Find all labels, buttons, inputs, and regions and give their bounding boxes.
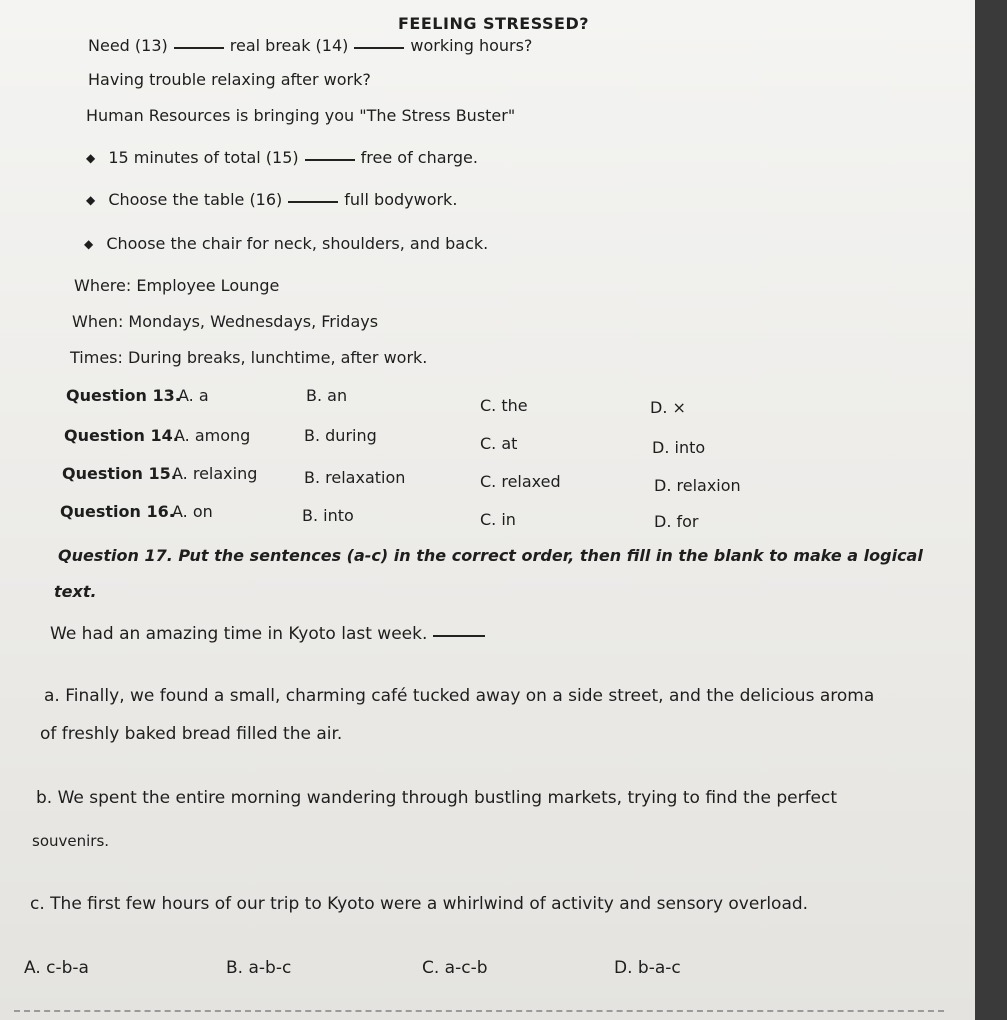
question-label: Question 16. — [60, 502, 175, 521]
break-text: real break (14) — [229, 36, 349, 55]
sentence-b: b. We spent the entire morning wandering through bustling markets, trying to find the perfect — [36, 788, 838, 808]
bullet1-tail: free of charge. — [360, 148, 478, 167]
ad-line-trouble: Having trouble relaxing after work? — [88, 70, 371, 89]
q17-prompt: Question 17. Put the sentences (a-c) in the correct order, then fill in the blank to make a logical — [58, 546, 923, 565]
ad-line-hr: Human Resources is bringing you "The Stress Buster" — [86, 106, 516, 125]
option-a[interactable]: A. relaxing — [172, 464, 258, 483]
option-d[interactable]: D. × — [650, 398, 686, 417]
ad-times: Times: During breaks, lunchtime, after work. — [70, 348, 428, 367]
ad-where: Where: Employee Lounge — [74, 276, 280, 295]
sentence-c: c. The first few hours of our trip to Kyoto were a whirlwind of activity and sensory overload. — [30, 894, 809, 914]
option-b[interactable]: B. during — [304, 426, 377, 445]
bullet2-tail: full bodywork. — [344, 190, 458, 209]
option-d[interactable]: D. for — [654, 512, 699, 531]
blank-15 — [305, 159, 355, 161]
ad-bullet-chair — [84, 234, 488, 253]
option-b[interactable]: B. an — [306, 386, 348, 405]
option-b[interactable]: B. relaxation — [304, 468, 406, 487]
bullet2-text: Choose the table (16) — [108, 190, 283, 209]
question-label: Question 13. — [66, 386, 181, 405]
ad-line-need — [88, 36, 532, 55]
sentence-b-cont: souvenirs. — [32, 832, 110, 850]
option-a[interactable]: A. among — [174, 426, 251, 445]
q17-blank — [433, 635, 485, 637]
option-c[interactable]: C. at — [480, 434, 518, 453]
option-a[interactable]: A. on — [172, 502, 213, 521]
ad-bullet-table — [86, 190, 457, 209]
bullet1-text: 15 minutes of total (15) — [108, 148, 299, 167]
option-c[interactable]: C. relaxed — [480, 472, 561, 491]
intro-text: We had an amazing time in Kyoto last week. — [50, 624, 428, 644]
q17-intro — [50, 624, 491, 644]
option-c[interactable]: C. in — [480, 510, 516, 529]
need-text: Need (13) — [88, 36, 168, 55]
blank-16 — [288, 201, 338, 203]
blank-13 — [174, 47, 224, 49]
option-b[interactable]: B. into — [302, 506, 354, 525]
bullet3-text: Choose the chair for neck, shoulders, and back. — [106, 234, 489, 253]
option-d[interactable]: D. relaxion — [654, 476, 741, 495]
ad-bullet-minutes — [86, 148, 478, 167]
option-a[interactable]: A. a — [178, 386, 209, 405]
sentence-a-cont: of freshly baked bread filled the air. — [40, 724, 343, 744]
q17-prompt-cont: text. — [54, 582, 97, 601]
option-c[interactable]: C. the — [480, 396, 528, 415]
blank-14 — [354, 47, 404, 49]
ad-title: FEELING STRESSED? — [398, 14, 590, 33]
q17-option-d[interactable]: D. b-a-c — [614, 958, 681, 978]
option-d[interactable]: D. into — [652, 438, 706, 457]
question-label: Question 15. — [62, 464, 177, 483]
hours-text: working hours? — [410, 36, 533, 55]
sentence-a: a. Finally, we found a small, charming café tucked away on a side street, and the delicious aroma — [44, 686, 875, 706]
ad-when: When: Mondays, Wednesdays, Fridays — [72, 312, 379, 331]
q17-option-a[interactable]: A. c-b-a — [24, 958, 89, 978]
divider — [14, 1010, 944, 1012]
question-label: Question 14. — [64, 426, 179, 445]
q17-option-c[interactable]: C. a-c-b — [422, 958, 488, 978]
q17-option-b[interactable]: B. a-b-c — [226, 958, 292, 978]
